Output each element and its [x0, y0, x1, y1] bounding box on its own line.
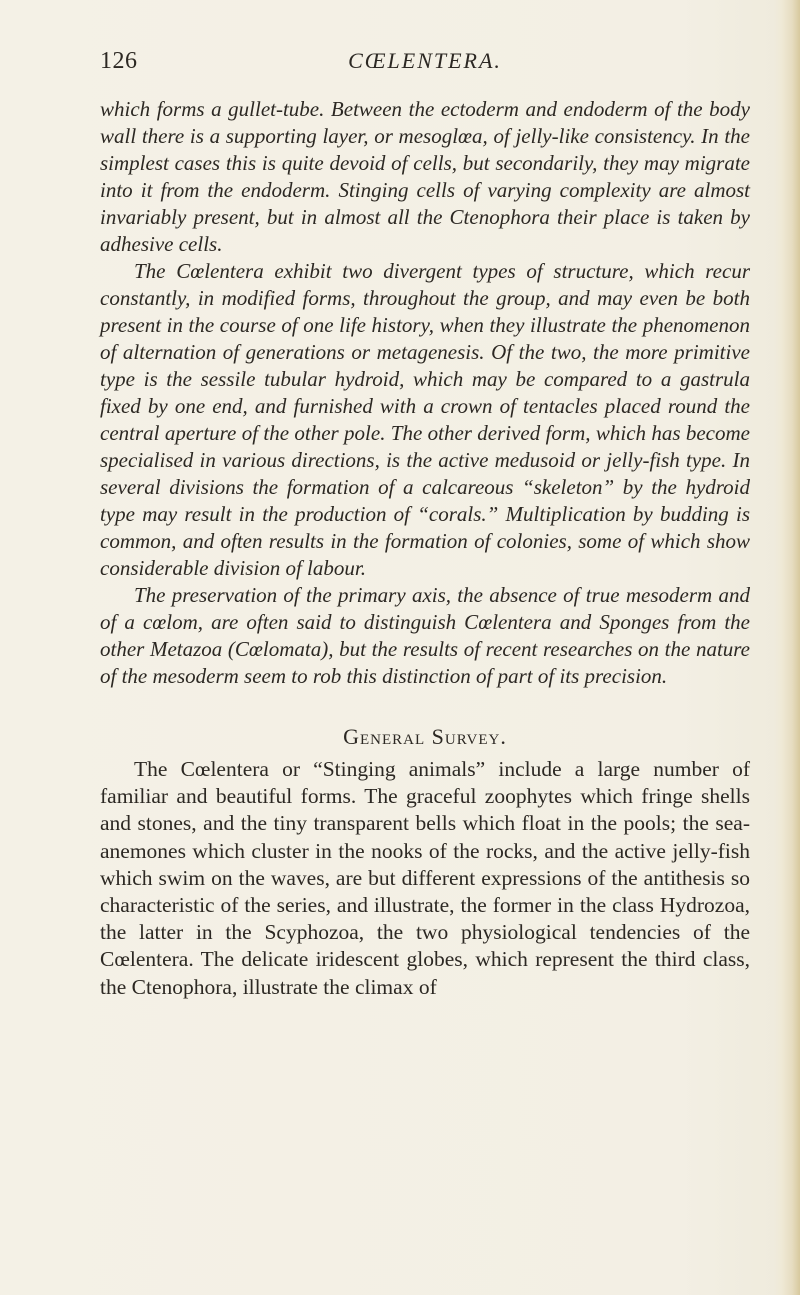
paragraph-divergent-types: The Cœlentera exhibit two divergent types of structure, which recur constantly, in modified forms, throughout the group, and may even be both present in the course of one life history, when they illustrate the phenomenon of alternation of generations or metagenesis. Of the two, the more primitive type is the sessile tubular hydroid, which may be compared to a gastrula fixed by one end, and furnished with a crown of tentacles placed round the central aperture of the other pole. The other derived form, which has become specialised in various directions, is the active medusoid or jelly-fish type. In several divisions the formation of a calcareous “skeleton” by the hydroid type may result in the production of “corals.” Multiplication by budding is common, and often results in the formation of colonies, some of which show considerable division of labour.: [100, 259, 750, 580]
page-body: [100, 96, 750, 1001]
paragraph-general-survey: The Cœlentera or “Stinging animals” include a large number of familiar and beautiful forms. The graceful zoophytes which fringe shells and stones, and the tiny transparent bells which float in the pools; the sea-anemones which cluster in the nooks of the rocks, and the active jelly-fish which swim on the waves, are but different expressions of the antithesis so characteristic of the series, and illustrate, the former in the class Hydrozoa, the latter in the Scyphozoa, the two physiological tendencies of the Cœlentera. The delicate iridescent globes, which represent the third class, the Ctenophora, illustrate the climax of: [100, 757, 750, 999]
page-edge-shadow: [774, 0, 800, 1295]
page-number: 126: [100, 48, 138, 74]
page-header: [100, 48, 750, 84]
running-head: CŒLENTERA.: [348, 48, 502, 73]
paragraph-preservation-axis: The preservation of the primary axis, the absence of true mesoderm and of a cœlom, are often said to distinguish Cœlentera and Sponges from the other Metazoa (Cœlomata), but the results of recent researches on the nature of the mesoderm seem to rob this distinction of part of its precision.: [100, 583, 750, 688]
paragraph-cell-layers: which forms a gullet-tube. Between the ectoderm and endoderm of the body wall there is a supporting layer, or mesoglœa, of jelly-like consistency. In the simplest cases this is quite devoid of cells, but secondarily, they may migrate into it from the endoderm. Stinging cells of varying complexity are almost invariably present, but in almost all the Ctenophora their place is taken by adhesive cells.: [100, 97, 750, 256]
section-title-general-survey: General Survey.: [343, 724, 507, 749]
